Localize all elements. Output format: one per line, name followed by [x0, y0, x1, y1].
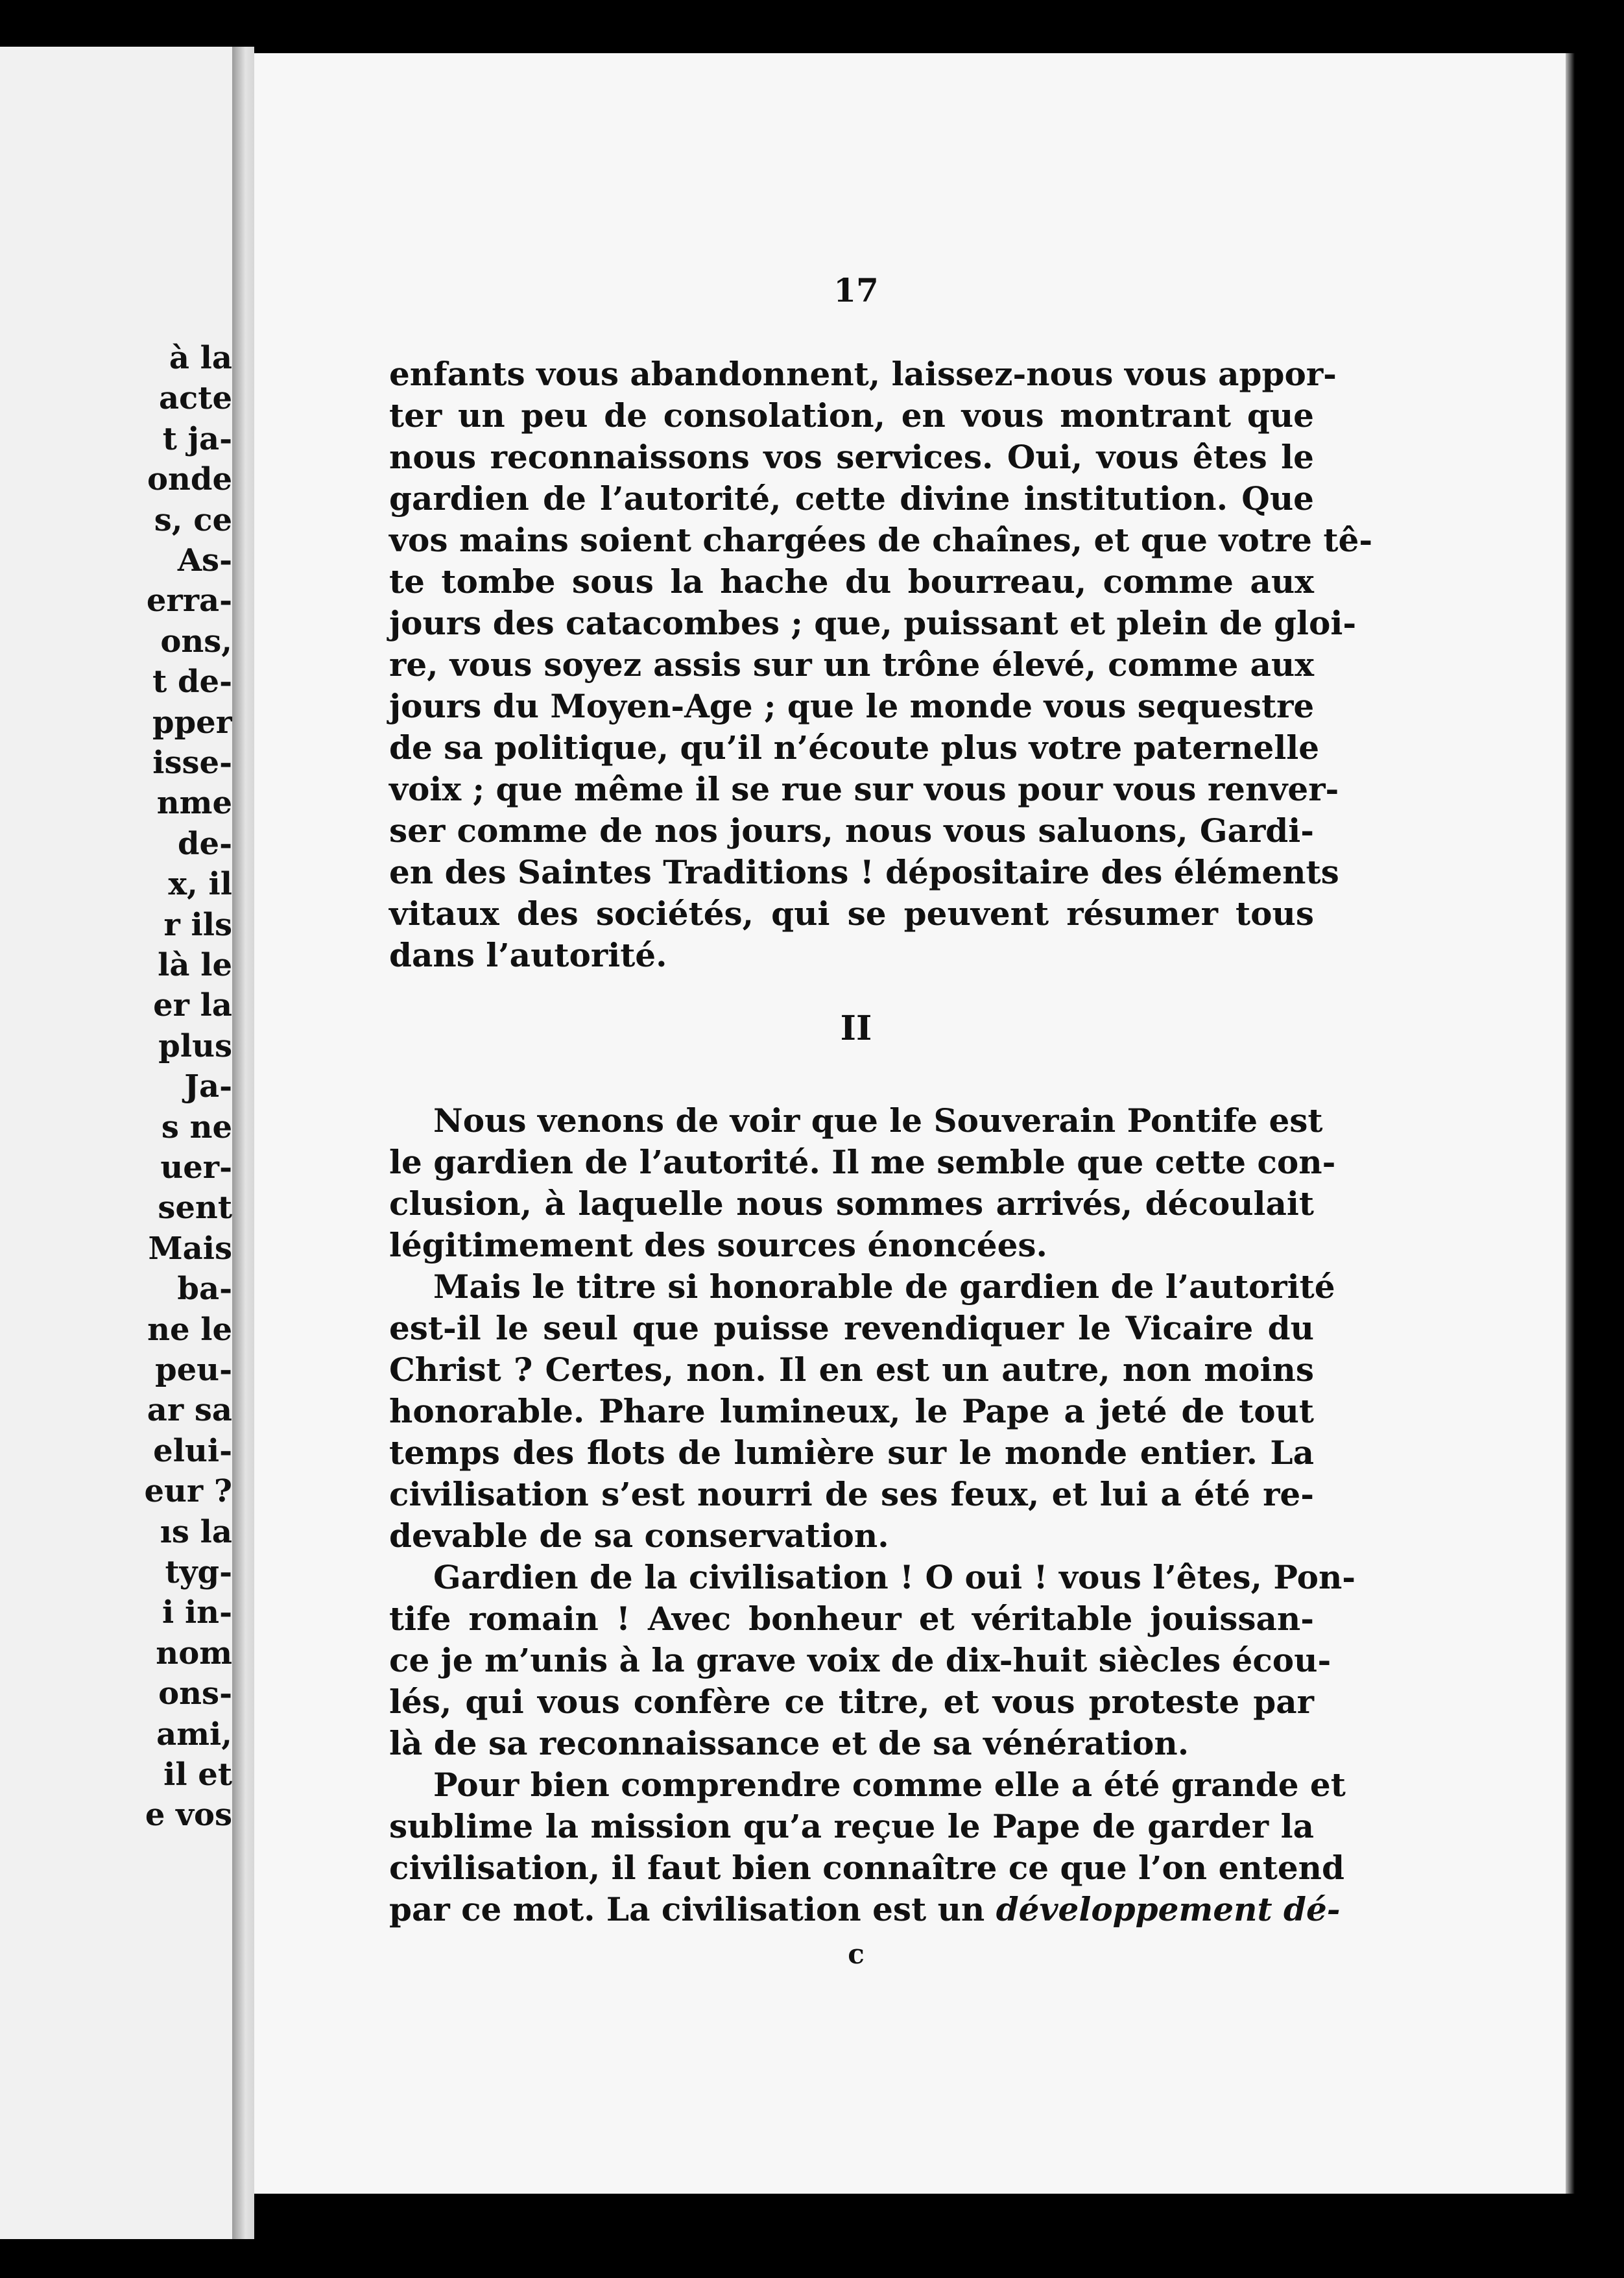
text-line: civilisation, il faut bien connaître ce que l’on entend [389, 1849, 1344, 1887]
left-page-line: ıs la [160, 1513, 232, 1550]
left-page-line: plus [158, 1027, 232, 1064]
left-page-line: As- [177, 542, 232, 579]
left-page-line: Ja- [184, 1068, 232, 1105]
left-page-line: er la [153, 987, 232, 1024]
text-line: vitaux des sociétés, qui se peuvent résumer tous [389, 894, 1314, 933]
page-edge-shadow [1566, 53, 1575, 2194]
left-page-line: t de- [152, 664, 232, 701]
text-block-2 [389, 1100, 1356, 1930]
text-line [389, 1889, 1341, 1930]
left-page-line: t ja- [162, 420, 232, 457]
left-page-line: nme [156, 785, 232, 822]
left-page-line: sent [158, 1190, 232, 1227]
left-page-line: isse- [152, 745, 232, 781]
text-line: légitimement des sources énoncées. [389, 1226, 1047, 1264]
text-line: ter un peu de consolation, en vous montrant que [389, 396, 1314, 435]
text-line: te tombe sous la hache du bourreau, comme aux [389, 562, 1314, 601]
left-page-line: il et [163, 1756, 232, 1793]
left-page-text [0, 47, 232, 2239]
text-line: jours du Moyen-Age ; que le monde vous sequestre [389, 687, 1315, 725]
left-page-line: erra- [146, 582, 232, 619]
text-line: jours des catacombes ; que, puissant et plein de gloi- [389, 604, 1357, 642]
left-page-line: e vos [145, 1797, 232, 1834]
left-page-line: pper [152, 704, 232, 741]
text-line: lés, qui vous confère ce titre, et vous proteste par [389, 1683, 1314, 1721]
left-page-line: ons, [160, 623, 232, 660]
text-line: sublime la mission qu’a reçue le Pape de garder la [389, 1807, 1314, 1845]
left-page [0, 47, 232, 2239]
text-line: civilisation s’est nourri de ses feux, et lui a été re- [389, 1475, 1314, 1513]
text-line: ser comme de nos jours, nous vous saluons, Gardi- [389, 811, 1314, 850]
text-line: clusion, à laquelle nous sommes arrivés, découlait [389, 1184, 1314, 1223]
signature-mark: c [848, 1938, 865, 1970]
left-page-line: ar sa [147, 1392, 232, 1429]
left-page-line: elui- [153, 1432, 232, 1469]
left-page-line: uer- [160, 1149, 232, 1186]
text-line: le gardien de l’autorité. Il me semble que cette con- [389, 1143, 1336, 1181]
section-heading: II [840, 1009, 872, 1048]
left-page-line: onde [147, 461, 232, 498]
text-line: en des Saintes Traditions ! dépositaire des éléments [389, 853, 1339, 891]
left-page-line: à la [169, 340, 232, 376]
left-page-line: ami, [156, 1716, 232, 1753]
text-line: nous reconnaissons vos services. Oui, vous êtes le [389, 438, 1314, 476]
left-page-line: nom [156, 1635, 232, 1672]
left-page-line: ons- [158, 1675, 232, 1712]
left-page-line: x, il [168, 866, 232, 903]
page-number: 17 [833, 271, 879, 309]
text-line: vos mains soient chargées de chaînes, et que votre tê- [389, 521, 1373, 559]
text-line: Mais le titre si honorable de gardien de l’autorité [433, 1267, 1335, 1306]
text-line: dans l’autorité. [389, 936, 667, 974]
text-line: devable de sa conservation. [389, 1517, 889, 1555]
text-block-1 [389, 354, 1373, 976]
text-line: Gardien de la civilisation ! O oui ! vous l’êtes, Pon- [433, 1558, 1356, 1596]
left-page-line: de- [177, 825, 232, 862]
text-line: honorable. Phare lumineux, le Pape a jeté de tout [389, 1392, 1314, 1430]
left-page-line: ba- [177, 1271, 232, 1308]
text-line: tife romain ! Avec bonheur et véritable jouissan- [389, 1600, 1314, 1638]
left-page-line: i in- [162, 1594, 232, 1631]
left-page-line: là le [158, 947, 232, 983]
text-line: enfants vous abandonnent, laissez-nous vous appor- [389, 355, 1337, 393]
text-line-roman: par ce mot. La civilisation est un [389, 1890, 996, 1928]
text-line: là de sa reconnaissance et de sa vénération. [389, 1724, 1189, 1762]
left-page-line: tyg- [165, 1554, 232, 1590]
left-page-line: acte [158, 380, 232, 417]
text-line-italic: développement dé- [996, 1890, 1341, 1928]
book-gutter [232, 47, 254, 2239]
text-line: Pour bien comprendre comme elle a été grande et [433, 1766, 1346, 1804]
left-page-line: Mais [148, 1230, 232, 1267]
left-page-line: peu- [155, 1352, 232, 1388]
text-line: de sa politique, qu’il n’écoute plus votre paternelle [389, 728, 1320, 767]
left-page-line: r ils [163, 906, 232, 943]
text-line: temps des flots de lumière sur le monde entier. La [389, 1433, 1314, 1472]
text-line: est-il le seul que puisse revendiquer le Vicaire du [389, 1309, 1314, 1347]
left-page-line: eur ? [144, 1473, 232, 1510]
text-line: ce je m’unis à la grave voix de dix-huit siècles écou- [389, 1641, 1331, 1679]
left-page-line: s, ce [154, 501, 232, 538]
left-page-line: ne le [147, 1311, 232, 1348]
text-line: Nous venons de voir que le Souverain Pontife est [433, 1101, 1323, 1140]
text-line: Christ ? Certes, non. Il en est un autre, non moins [389, 1350, 1314, 1389]
text-line: voix ; que même il se rue sur vous pour vous renver- [389, 770, 1339, 808]
text-line: gardien de l’autorité, cette divine institution. Que [389, 479, 1314, 518]
text-line: re, vous soyez assis sur un trône élevé, comme aux [389, 645, 1314, 684]
left-page-line: s ne [161, 1109, 232, 1145]
